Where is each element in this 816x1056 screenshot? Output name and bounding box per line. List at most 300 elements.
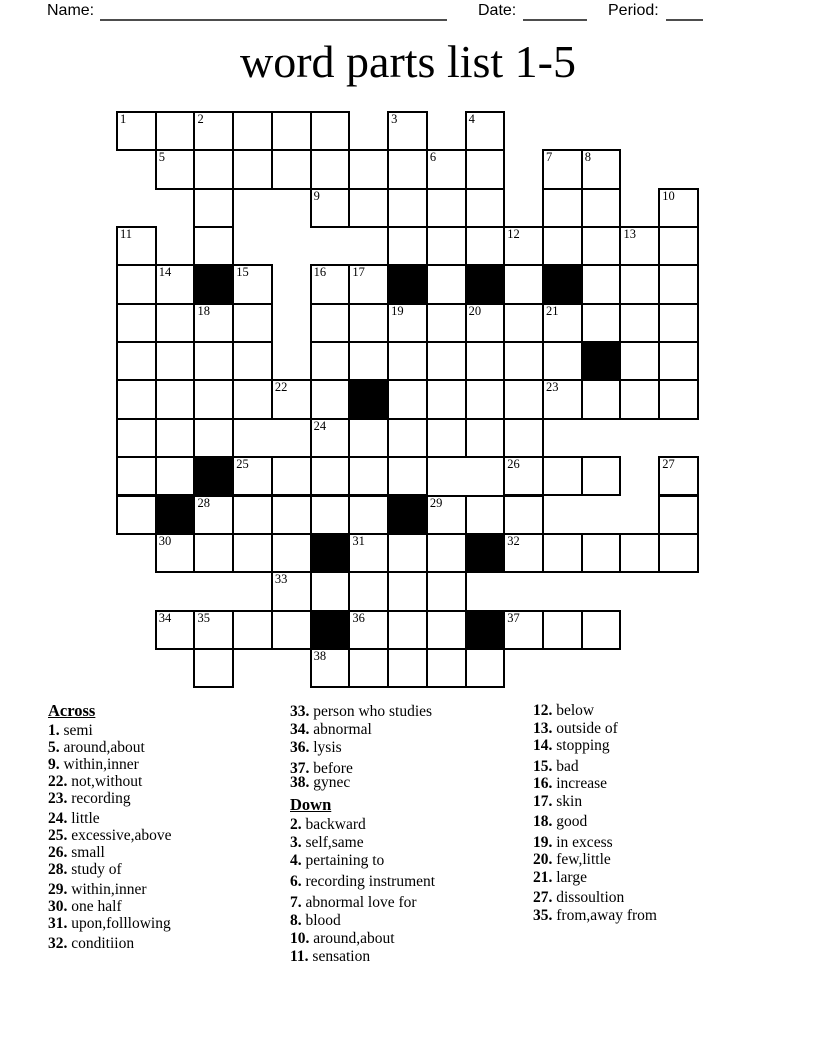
crossword-cell[interactable] [465, 149, 506, 189]
crossword-cell[interactable] [271, 610, 312, 650]
crossword-cell[interactable] [155, 149, 196, 189]
crossword-cell[interactable] [426, 341, 467, 381]
clue-item [290, 873, 435, 891]
crossword-cell[interactable] [426, 264, 467, 304]
crossword-black-cell [310, 610, 351, 650]
clue-item [533, 737, 657, 755]
cell-number: 20 [468, 303, 482, 318]
crossword-cell[interactable] [387, 341, 428, 381]
cell-number: 27 [662, 457, 675, 472]
cell-number: 18 [197, 303, 210, 318]
crossword-cell[interactable] [426, 648, 467, 688]
clue-item [533, 793, 657, 811]
crossword-cell[interactable] [116, 226, 157, 266]
clue-item [48, 773, 172, 790]
crossword-cell[interactable] [310, 495, 351, 535]
crossword-cell[interactable] [581, 610, 622, 650]
crossword-cell[interactable] [116, 341, 157, 381]
cell-number: 16 [313, 265, 327, 280]
crossword-cell[interactable] [193, 149, 234, 189]
crossword-cell[interactable] [116, 379, 157, 419]
crossword-cell[interactable] [116, 303, 157, 343]
crossword-cell[interactable] [193, 648, 234, 688]
crossword-cell[interactable] [310, 341, 351, 381]
clue-number: 6. [290, 873, 302, 890]
clue-text: person who studies [309, 703, 433, 720]
clue-number: 31. [48, 915, 68, 932]
clue-text: little [67, 810, 100, 827]
clue-text: within,inner [67, 881, 147, 898]
crossword-black-cell [193, 264, 234, 304]
clue-item [533, 869, 657, 887]
cell-number: 1 [120, 112, 127, 126]
crossword-cell[interactable] [387, 418, 428, 458]
crossword-cell[interactable] [348, 418, 389, 458]
crossword-cell[interactable] [116, 264, 157, 304]
clue-number: 5. [48, 739, 60, 756]
cell-number: 31 [352, 533, 365, 548]
crossword-cell[interactable] [581, 533, 622, 573]
crossword-cell[interactable] [232, 341, 273, 381]
crossword-cell[interactable] [581, 303, 622, 343]
clue-column [48, 701, 172, 952]
crossword-cell[interactable] [387, 379, 428, 419]
clue-number: 16. [533, 775, 553, 792]
crossword-cell[interactable] [155, 379, 196, 419]
crossword-cell[interactable] [348, 303, 389, 343]
clue-text: self,same [301, 834, 364, 851]
clue-number: 17. [533, 792, 553, 810]
crossword-cell[interactable] [503, 418, 544, 458]
crossword-cell[interactable] [310, 303, 351, 343]
crossword-cell[interactable] [542, 610, 583, 650]
clue-item [290, 894, 435, 912]
crossword-cell[interactable] [465, 303, 506, 343]
crossword-cell[interactable] [387, 648, 428, 688]
crossword-cell[interactable] [658, 264, 699, 304]
crossword-cell[interactable] [426, 495, 467, 535]
crossword-cell[interactable] [116, 111, 157, 151]
crossword-cell[interactable] [503, 533, 544, 573]
date-line-field[interactable] [523, 19, 587, 21]
cell-number: 10 [662, 188, 675, 203]
clue-item [533, 720, 657, 738]
crossword-cell[interactable] [348, 610, 389, 650]
clue-number: 37. [290, 760, 310, 777]
crossword-cell[interactable] [232, 149, 273, 189]
crossword-black-cell [465, 533, 506, 573]
crossword-cell[interactable] [116, 418, 157, 458]
clue-item [533, 834, 657, 852]
crossword-cell[interactable] [619, 264, 660, 304]
crossword-cell[interactable] [348, 495, 389, 535]
crossword-black-cell [348, 379, 389, 419]
crossword-cell[interactable] [503, 495, 544, 535]
crossword-cell[interactable] [658, 188, 699, 228]
clue-item [48, 739, 172, 756]
crossword-cell[interactable] [155, 610, 196, 650]
crossword-cell[interactable] [232, 264, 273, 304]
clue-text: within,inner [59, 756, 139, 773]
clue-text: upon,folllowing [67, 915, 171, 932]
crossword-cell[interactable] [465, 111, 506, 151]
crossword-cell[interactable] [387, 149, 428, 189]
crossword-cell[interactable] [348, 149, 389, 189]
clue-text: lysis [309, 739, 342, 756]
cell-number: 30 [158, 533, 172, 548]
crossword-cell[interactable] [271, 456, 312, 496]
crossword-cell[interactable] [426, 149, 467, 189]
clue-item [290, 774, 435, 792]
crossword-cell[interactable] [155, 111, 196, 151]
crossword-cell[interactable] [619, 226, 660, 266]
crossword-cell[interactable] [503, 610, 544, 650]
clue-number: 32. [48, 935, 68, 952]
crossword-cell[interactable] [387, 226, 428, 266]
clue-text: small [67, 844, 105, 861]
crossword-cell[interactable] [387, 533, 428, 573]
clue-number: 24. [48, 810, 68, 827]
crossword-cell[interactable] [193, 495, 234, 535]
crossword-cell[interactable] [348, 456, 389, 496]
crossword-cell[interactable] [387, 303, 428, 343]
crossword-cell[interactable] [658, 379, 699, 419]
clue-text: skin [552, 792, 583, 810]
clue-item [533, 775, 657, 793]
crossword-cell[interactable] [193, 610, 234, 650]
clue-item [48, 861, 172, 878]
crossword-cell[interactable] [542, 226, 583, 266]
cell-number: 34 [158, 610, 172, 625]
crossword-cell[interactable] [348, 264, 389, 304]
cell-number: 28 [197, 495, 210, 510]
crossword-cell[interactable] [348, 571, 389, 611]
crossword-cell[interactable] [155, 533, 196, 573]
crossword-cell[interactable] [232, 379, 273, 419]
crossword-black-cell [465, 264, 506, 304]
crossword-cell[interactable] [503, 264, 544, 304]
clue-number: 29. [48, 881, 68, 898]
crossword-cell[interactable] [193, 303, 234, 343]
crossword-cell[interactable] [271, 533, 312, 573]
crossword-black-cell [542, 264, 583, 304]
crossword-black-cell [310, 533, 351, 573]
crossword-cell[interactable] [503, 341, 544, 381]
clue-text: around,about [59, 739, 145, 756]
crossword-cell[interactable] [193, 341, 234, 381]
clue-text: backward [301, 816, 366, 833]
crossword-cell[interactable] [658, 495, 699, 535]
clue-item [290, 912, 435, 930]
crossword-cell[interactable] [310, 111, 351, 151]
cell-number: 2 [197, 112, 204, 126]
crossword-cell[interactable] [581, 456, 622, 496]
crossword-cell[interactable] [271, 111, 312, 151]
clue-number: 28. [48, 861, 68, 878]
crossword-cell[interactable] [348, 648, 389, 688]
crossword-cell[interactable] [271, 149, 312, 189]
cell-number: 11 [120, 227, 133, 242]
clue-number: 25. [48, 827, 68, 844]
crossword-cell[interactable] [503, 456, 544, 496]
clue-number: 1. [48, 722, 60, 739]
crossword-cell[interactable] [542, 149, 583, 189]
cell-number: 25 [236, 457, 249, 472]
clue-text: bad [552, 757, 579, 775]
clue-item [290, 816, 435, 834]
crossword-cell[interactable] [658, 303, 699, 343]
crossword-cell[interactable] [387, 111, 428, 151]
clue-text: study of [67, 861, 122, 878]
clue-item [48, 810, 172, 827]
clue-number: 27. [533, 889, 553, 906]
crossword-cell[interactable] [465, 379, 506, 419]
cell-number: 15 [236, 265, 249, 280]
clue-text: one half [67, 898, 122, 915]
clue-item [290, 852, 435, 870]
crossword-cell[interactable] [193, 533, 234, 573]
crossword-black-cell [193, 456, 234, 496]
clue-number: 20. [533, 851, 553, 868]
crossword-cell[interactable] [116, 495, 157, 535]
clue-number: 21. [533, 868, 553, 886]
crossword-black-cell [465, 610, 506, 650]
cell-number: 29 [429, 495, 443, 510]
crossword-cell[interactable] [310, 379, 351, 419]
crossword-cell[interactable] [619, 533, 660, 573]
crossword-cell[interactable] [155, 341, 196, 381]
crossword-cell[interactable] [426, 226, 467, 266]
clue-text: from,away from [552, 906, 657, 924]
page-title: word parts list 1-5 [239, 36, 576, 87]
crossword-cell[interactable] [155, 456, 196, 496]
crossword-cell[interactable] [116, 456, 157, 496]
clue-number: 10. [290, 930, 310, 947]
crossword-cell[interactable] [581, 149, 622, 189]
clue-text: recording instrument [301, 873, 436, 890]
period-label: Period: [608, 2, 659, 19]
clue-text: not,without [67, 773, 143, 790]
clue-item [48, 881, 172, 898]
crossword-cell[interactable] [310, 418, 351, 458]
crossword-cell[interactable] [232, 495, 273, 535]
clue-text: below [552, 702, 595, 719]
crossword-cell[interactable] [503, 303, 544, 343]
clue-number: 12. [533, 702, 553, 719]
crossword-cell[interactable] [542, 303, 583, 343]
crossword-cell[interactable] [193, 188, 234, 228]
crossword-cell[interactable] [465, 188, 506, 228]
cell-number: 14 [158, 265, 172, 280]
crossword-cell[interactable] [465, 648, 506, 688]
crossword-cell[interactable] [193, 418, 234, 458]
clue-item [48, 756, 172, 773]
crossword-cell[interactable] [465, 418, 506, 458]
crossword-cell[interactable] [387, 571, 428, 611]
clue-item [48, 898, 172, 915]
clue-item [533, 758, 657, 776]
crossword-cell[interactable] [465, 495, 506, 535]
clue-item [533, 907, 657, 925]
across-heading: Across [48, 701, 96, 720]
cell-number: 36 [352, 610, 365, 625]
clue-number: 4. [290, 852, 302, 869]
crossword-cell[interactable] [658, 226, 699, 266]
clue-number: 23. [48, 790, 68, 807]
crossword-cell[interactable] [271, 571, 312, 611]
clue-item [48, 844, 172, 861]
clue-number: 3. [290, 834, 302, 851]
crossword-cell[interactable] [426, 379, 467, 419]
cell-number: 6 [429, 150, 437, 165]
crossword-cell[interactable] [310, 149, 351, 189]
crossword-cell[interactable] [619, 303, 660, 343]
clue-text: increase [552, 775, 608, 792]
crossword-cell[interactable] [619, 341, 660, 381]
name-label: Name: [47, 2, 95, 19]
crossword-cell[interactable] [658, 533, 699, 573]
clue-number: 30. [48, 898, 68, 915]
clue-item [290, 703, 435, 721]
crossword-cell[interactable] [542, 456, 583, 496]
clue-number: 11. [290, 948, 309, 965]
clue-number: 8. [290, 912, 302, 929]
crossword-cell[interactable] [658, 456, 699, 496]
clue-number: 35. [533, 906, 553, 924]
clue-number: 7. [290, 894, 302, 911]
cell-number: 9 [313, 188, 320, 203]
crossword-cell[interactable] [387, 456, 428, 496]
crossword-cell[interactable] [503, 226, 544, 266]
clue-text: recording [67, 790, 131, 807]
cell-number: 13 [623, 227, 636, 242]
crossword-cell[interactable] [426, 571, 467, 611]
crossword-cell[interactable] [155, 418, 196, 458]
crossword-cell[interactable] [271, 495, 312, 535]
crossword-cell[interactable] [232, 610, 273, 650]
crossword-cell[interactable] [542, 188, 583, 228]
cell-number: 26 [507, 457, 520, 472]
crossword-cell[interactable] [155, 264, 196, 304]
period-line-field[interactable] [666, 19, 703, 21]
crossword-cell[interactable] [542, 533, 583, 573]
crossword-black-cell [387, 495, 428, 535]
clue-text: excessive,above [67, 827, 172, 844]
cell-number: 35 [197, 610, 210, 625]
clue-number: 26. [48, 844, 68, 861]
clue-item [48, 722, 172, 739]
crossword-cell[interactable] [426, 418, 467, 458]
crossword-cell[interactable] [310, 648, 351, 688]
crossword-cell[interactable] [426, 533, 467, 573]
crossword-cell[interactable] [426, 188, 467, 228]
clue-item [290, 739, 435, 757]
cell-number: 33 [274, 572, 288, 587]
crossword-cell[interactable] [310, 571, 351, 611]
cell-number: 38 [313, 648, 327, 663]
down-heading: Down [290, 795, 332, 814]
cell-number: 19 [391, 303, 404, 318]
clue-number: 18. [533, 813, 553, 830]
crossword-cell[interactable] [542, 379, 583, 419]
clue-text: good [552, 813, 588, 830]
clue-number: 15. [533, 757, 553, 775]
clue-text: large [552, 868, 587, 886]
clue-text: before [309, 760, 353, 777]
clue-number: 33. [290, 703, 310, 720]
clue-number: 13. [533, 719, 553, 737]
crossword-cell[interactable] [387, 610, 428, 650]
crossword-cell[interactable] [193, 226, 234, 266]
crossword-cell[interactable] [581, 379, 622, 419]
cell-number: 4 [468, 112, 475, 126]
clue-text: outside of [552, 719, 618, 737]
clue-text: around,about [309, 930, 395, 947]
crossword-cell[interactable] [310, 188, 351, 228]
clue-text: in excess [552, 833, 613, 851]
crossword-cell[interactable] [232, 533, 273, 573]
crossword-cell[interactable] [542, 341, 583, 381]
clue-text: sensation [308, 948, 371, 965]
clue-text: blood [301, 912, 341, 929]
crossword-cell[interactable] [581, 264, 622, 304]
crossword-cell[interactable] [387, 188, 428, 228]
crossword-cell[interactable] [232, 303, 273, 343]
crossword-cell[interactable] [271, 379, 312, 419]
crossword-cell[interactable] [619, 379, 660, 419]
crossword-cell[interactable] [658, 341, 699, 381]
clue-item [48, 827, 172, 844]
clue-item [533, 851, 657, 869]
clue-text: gynec [309, 774, 351, 791]
crossword-cell[interactable] [232, 111, 273, 151]
crossword-cell[interactable] [348, 188, 389, 228]
clue-number: 38. [290, 774, 310, 791]
crossword-cell[interactable] [348, 341, 389, 381]
crossword-cell[interactable] [193, 111, 234, 151]
crossword-cell[interactable] [426, 303, 467, 343]
cell-number: 12 [507, 227, 520, 242]
clue-item [290, 834, 435, 852]
cell-number: 5 [158, 150, 165, 165]
crossword-cell[interactable] [348, 533, 389, 573]
clue-number: 9. [48, 756, 60, 773]
cell-number: 22 [274, 380, 288, 395]
crossword-cell[interactable] [155, 303, 196, 343]
crossword-cell[interactable] [426, 610, 467, 650]
crossword-cell[interactable] [581, 188, 622, 228]
crossword-cell[interactable] [310, 264, 351, 304]
crossword-cell[interactable] [232, 456, 273, 496]
cell-number: 32 [507, 533, 520, 548]
name-line-field[interactable] [100, 19, 447, 21]
crossword-cell[interactable] [503, 379, 544, 419]
clue-number: 19. [533, 833, 553, 851]
clue-number: 14. [533, 737, 553, 754]
cell-number: 23 [546, 380, 559, 395]
clue-number: 2. [290, 816, 302, 833]
clue-text: pertaining to [301, 852, 385, 869]
clue-item [290, 930, 435, 948]
crossword-cell[interactable] [465, 341, 506, 381]
crossword-cell[interactable] [193, 379, 234, 419]
crossword-cell[interactable] [465, 226, 506, 266]
clue-text: stopping [552, 737, 610, 754]
crossword-cell[interactable] [310, 456, 351, 496]
crossword-cell[interactable] [581, 226, 622, 266]
clue-text: semi [59, 722, 93, 739]
clue-item [533, 813, 657, 831]
